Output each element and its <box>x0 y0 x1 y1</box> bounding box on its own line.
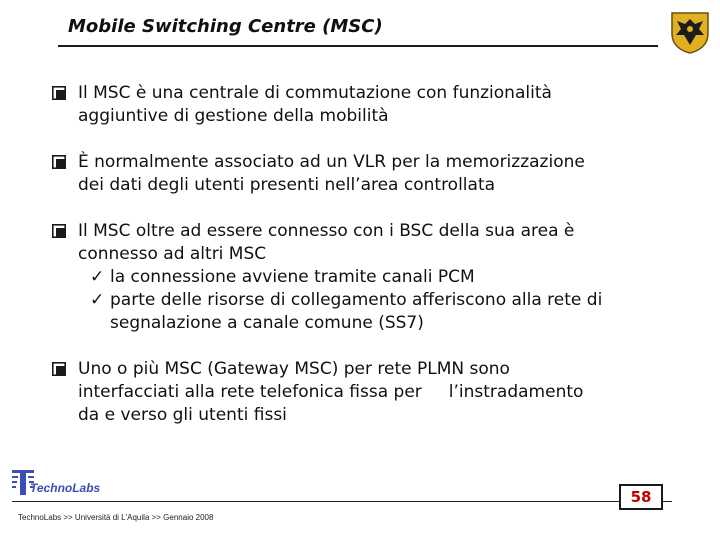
bullet-item <box>48 220 688 335</box>
bullet-text: Il MSC oltre ad essere connesso con i BSC della sua area è <box>78 221 575 241</box>
footer-text: TechnoLabs >> Università di L'Aquila >> Gennaio 2008 <box>18 513 214 522</box>
bullet-text: È normalmente associato ad un VLR per la memorizzazione <box>78 152 585 172</box>
bullet-text: aggiuntive di gestione della mobilità <box>78 106 389 126</box>
title-divider <box>58 45 658 47</box>
bullet-item <box>48 82 688 128</box>
bullet-list <box>48 82 688 450</box>
sub-bullet-text: segnalazione a canale comune (SS7) <box>110 313 424 333</box>
bullet-text: Il MSC è una centrale di commutazione con funzionalità <box>78 83 552 103</box>
bullet-text: connesso ad altri MSC <box>78 244 267 264</box>
bullet-icon <box>52 86 66 100</box>
check-icon: ✓ <box>90 267 105 287</box>
crest-icon <box>668 10 712 54</box>
footer-divider <box>12 501 672 502</box>
bullet-text: dei dati degli utenti presenti nell’area controllata <box>78 175 496 195</box>
sub-bullet-item <box>78 289 688 335</box>
sub-bullet-text: parte delle risorse di collegamento afferiscono alla rete di <box>110 290 603 310</box>
bullet-icon <box>52 362 66 376</box>
bullet-icon <box>52 224 66 238</box>
sub-bullet-item <box>78 266 688 289</box>
bullet-text: Uno o più MSC (Gateway MSC) per rete PLMN sono <box>78 359 510 379</box>
logo-text: TechnoLabs <box>30 481 101 495</box>
page-number: 58 <box>619 484 663 510</box>
bullet-item <box>48 358 688 427</box>
bullet-icon <box>52 155 66 169</box>
check-icon: ✓ <box>90 290 105 310</box>
bullet-text: interfacciati alla rete telefonica fissa per l’instradamento <box>78 382 584 402</box>
bullet-item <box>48 151 688 197</box>
slide-title: Mobile Switching Centre (MSC) <box>68 16 383 37</box>
bullet-text: da e verso gli utenti fissi <box>78 405 287 425</box>
sub-bullet-text: la connessione avviene tramite canali PCM <box>110 267 475 287</box>
